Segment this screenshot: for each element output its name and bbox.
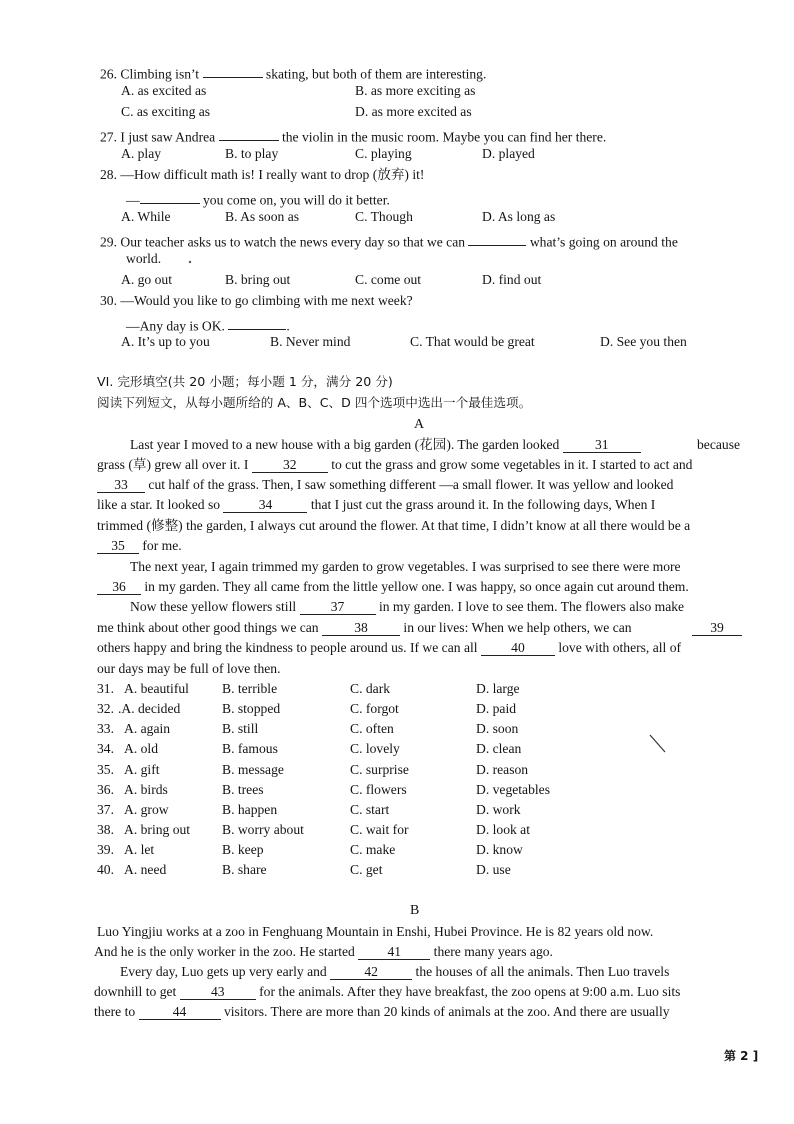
blank-31[interactable]: 31 [563,438,641,453]
option-a[interactable]: A. let [124,842,155,857]
passage-b-line-3: Every day, Luo gets up very early and 42 the houses of all the animals. Then Luo travels [120,964,670,979]
option-d[interactable]: D. paid [476,701,517,716]
passage-a-line-8: 36 in my garden. They all came from the little yellow one. I was happy, so once again cut around them. [97,580,689,595]
passage-a-line-11: others happy and bring the kindness to people around us. If we can all 40 love with others, all of [97,640,682,655]
option-c[interactable]: C. wait for [350,822,409,837]
q29-blank[interactable] [468,231,526,246]
q26-number: 26. [100,66,117,82]
passage-a-line-1: Last year I moved to a new house with a big garden (花园). The garden looked 31 [130,438,641,453]
blank-38[interactable]: 38 [322,621,400,636]
q28-stem-line2: — you come on, you will do it better. [126,189,390,207]
option-b[interactable]: B. worry about [222,822,304,837]
option-number: 38. [97,822,114,837]
section-title: VI. 完形填空(共 20 小题；每小题 1 分，满分 20 分) [97,374,393,389]
q27-blank[interactable] [219,126,279,141]
blank-37[interactable]: 37 [300,600,376,615]
blank-39-wrap [692,621,742,636]
option-d[interactable]: D. use [476,862,511,877]
scan-speck-mark [186,258,194,266]
q26-blank[interactable] [203,63,263,78]
option-a[interactable]: A. beautiful [124,681,189,696]
option-d[interactable]: D. work [476,802,521,817]
option-b[interactable]: B. happen [222,802,278,817]
q26-stem: 26. Climbing isn’t skating, but both of them are interesting. [100,63,486,81]
passage-a-line-12: our days may be full of love then. [97,661,281,676]
option-b[interactable]: B. keep [222,842,264,857]
q27-option-d[interactable]: D. played [482,146,535,161]
blank-32[interactable]: 32 [252,458,328,473]
option-a[interactable]: A. old [124,741,158,756]
q30-number: 30. [100,293,117,308]
q29-option-a[interactable]: A. go out [121,272,172,287]
option-a[interactable]: A. grow [124,802,169,817]
passage-b-line-1: Luo Yingjiu works at a zoo in Fenghuang Mountain in Enshi, Hubei Province. He is 82 years old now. [97,924,654,939]
passage-b-line-4: downhill to get 43 for the animals. After they have breakfast, the zoo opens at 9:00 a.m. Luo sits [94,984,681,999]
passage-a-line-5: trimmed (修整) the garden, I always cut around the flower. At that time, I didn’t know at all there would be a [97,518,691,533]
option-number: 37. [97,802,114,817]
q26-option-c[interactable]: C. as exciting as [121,104,211,119]
option-b[interactable]: B. still [222,721,259,736]
passage-a-line-2: grass (草) grew all over it. I 32 to cut the grass and grow some vegetables in it. I started to act and [97,457,693,472]
q27-stem: 27. I just saw Andrea the violin in the music room. Maybe you can find her there. [100,126,606,144]
option-c[interactable]: C. make [350,842,396,857]
q30-option-a[interactable]: A. It’s up to you [121,334,210,349]
passage-a-line-1-end: because [697,437,741,452]
q30-option-d[interactable]: D. See you then [600,334,687,349]
option-d[interactable]: D. soon [476,721,519,736]
option-a[interactable]: A. bring out [124,822,191,837]
q26-option-a[interactable]: A. as excited as [121,83,207,98]
q29-number: 29. [100,234,117,250]
q26-option-b[interactable]: B. as more exciting as [355,83,476,98]
option-number: 34. [97,741,114,756]
q28-option-c[interactable]: C. Though [355,209,413,224]
option-b[interactable]: B. message [222,762,284,777]
option-b[interactable]: B. terrible [222,681,278,696]
option-c[interactable]: C. get [350,862,383,877]
option-a[interactable]: A. gift [124,762,160,777]
passage-a-line-6: 35 for me. [97,539,182,554]
option-b[interactable]: B. share [222,862,267,877]
q28-option-b[interactable]: B. As soon as [225,209,300,224]
option-d[interactable]: D. vegetables [476,782,550,797]
passage-a-line-10: me think about other good things we can 38 in our lives: When we help others, we can [97,620,632,635]
q28-blank[interactable] [140,189,200,204]
q29-stem: 29. Our teacher asks us to watch the news every day so that we can what’s going on around the [100,231,678,249]
option-number: 36. [97,782,114,797]
passage-b-heading: B [410,903,420,918]
q30-option-c[interactable]: C. That would be great [410,334,535,349]
option-c[interactable]: C. often [350,721,394,736]
passage-b-line-2: And he is the only worker in the zoo. He started 41 there many years ago. [94,944,553,959]
option-a[interactable]: A. need [124,862,167,877]
blank-34[interactable]: 34 [223,498,307,513]
q29-stem-line2: world. [126,251,162,266]
option-d[interactable]: D. large [476,681,520,696]
option-c[interactable]: C. surprise [350,762,409,777]
passage-a-line-9: Now these yellow flowers still 37 in my garden. I love to see them. The flowers also make [130,599,685,614]
section-instruction: 阅读下列短文，从每小题所给的 A、B、C、D 四个选项中选出一个最佳选项。 [97,395,532,410]
blank-43[interactable]: 43 [180,985,256,1000]
q28-number: 28. [100,167,117,182]
q26-option-d[interactable]: D. as more excited as [355,104,472,119]
q30-blank[interactable] [228,315,286,330]
option-d[interactable]: D. reason [476,762,529,777]
blank-42[interactable]: 42 [330,965,412,980]
option-b[interactable]: B. famous [222,741,278,756]
option-number: 31. [97,681,114,696]
passage-a-line-7: The next year, I again trimmed my garden to grow vegetables. I was surprised to see there were more [130,559,681,574]
blank-33[interactable]: 33 [97,478,145,493]
q28-option-d[interactable]: D. As long as [482,209,556,224]
blank-44[interactable]: 44 [139,1005,221,1020]
option-a[interactable]: .A. decided [118,701,181,716]
q28-stem: 28. —How difficult math is! I really want to drop (放弃) it! [100,167,425,182]
option-c[interactable]: C. start [350,802,390,817]
option-number: 39. [97,842,114,857]
passage-a-line-4: like a star. It looked so 34 that I just cut the grass around it. In the following days, When I [97,497,656,512]
blank-40[interactable]: 40 [481,641,555,656]
page-number: 第 2 ] [724,1049,759,1063]
option-c[interactable]: C. lovely [350,741,400,756]
passage-a-line-3: 33 cut half of the grass. Then, I saw something different —a small flower. It was yellow and looked [97,478,673,493]
option-number: 40. [97,862,114,877]
q28-option-a[interactable]: A. While [121,209,171,224]
blank-39[interactable]: 39 [692,621,742,636]
q29-option-c[interactable]: C. come out [355,272,422,287]
pen-stroke-mark [648,733,668,755]
q30-stem: 30. —Would you like to go climbing with me next week? [100,293,413,308]
option-d[interactable]: D. know [476,842,523,857]
option-b[interactable]: B. stopped [222,701,281,716]
option-number: 33. [97,721,114,736]
blank-36[interactable]: 36 [97,580,141,595]
option-b[interactable]: B. trees [222,782,264,797]
blank-41[interactable]: 41 [358,945,430,960]
option-number: 35. [97,762,114,777]
option-a[interactable]: A. again [124,721,171,736]
q27-option-c[interactable]: C. playing [355,146,412,161]
option-c[interactable]: C. flowers [350,782,407,797]
option-number: 32. [97,701,114,716]
q27-option-b[interactable]: B. to play [225,146,279,161]
passage-b-line-5: there to 44 visitors. There are more than 20 kinds of animals at the zoo. And there are usually [94,1004,670,1019]
option-c[interactable]: C. forgot [350,701,399,716]
q30-option-b[interactable]: B. Never mind [270,334,351,349]
option-d[interactable]: D. look at [476,822,530,837]
q27-number: 27. [100,129,117,145]
option-a[interactable]: A. birds [124,782,168,797]
q29-option-b[interactable]: B. bring out [225,272,291,287]
option-d[interactable]: D. clean [476,741,522,756]
q30-stem-line2: —Any day is OK. . [126,315,290,333]
q29-option-d[interactable]: D. find out [482,272,542,287]
blank-35[interactable]: 35 [97,539,139,554]
passage-a-heading: A [414,417,425,432]
q27-option-a[interactable]: A. play [121,146,162,161]
option-c[interactable]: C. dark [350,681,391,696]
